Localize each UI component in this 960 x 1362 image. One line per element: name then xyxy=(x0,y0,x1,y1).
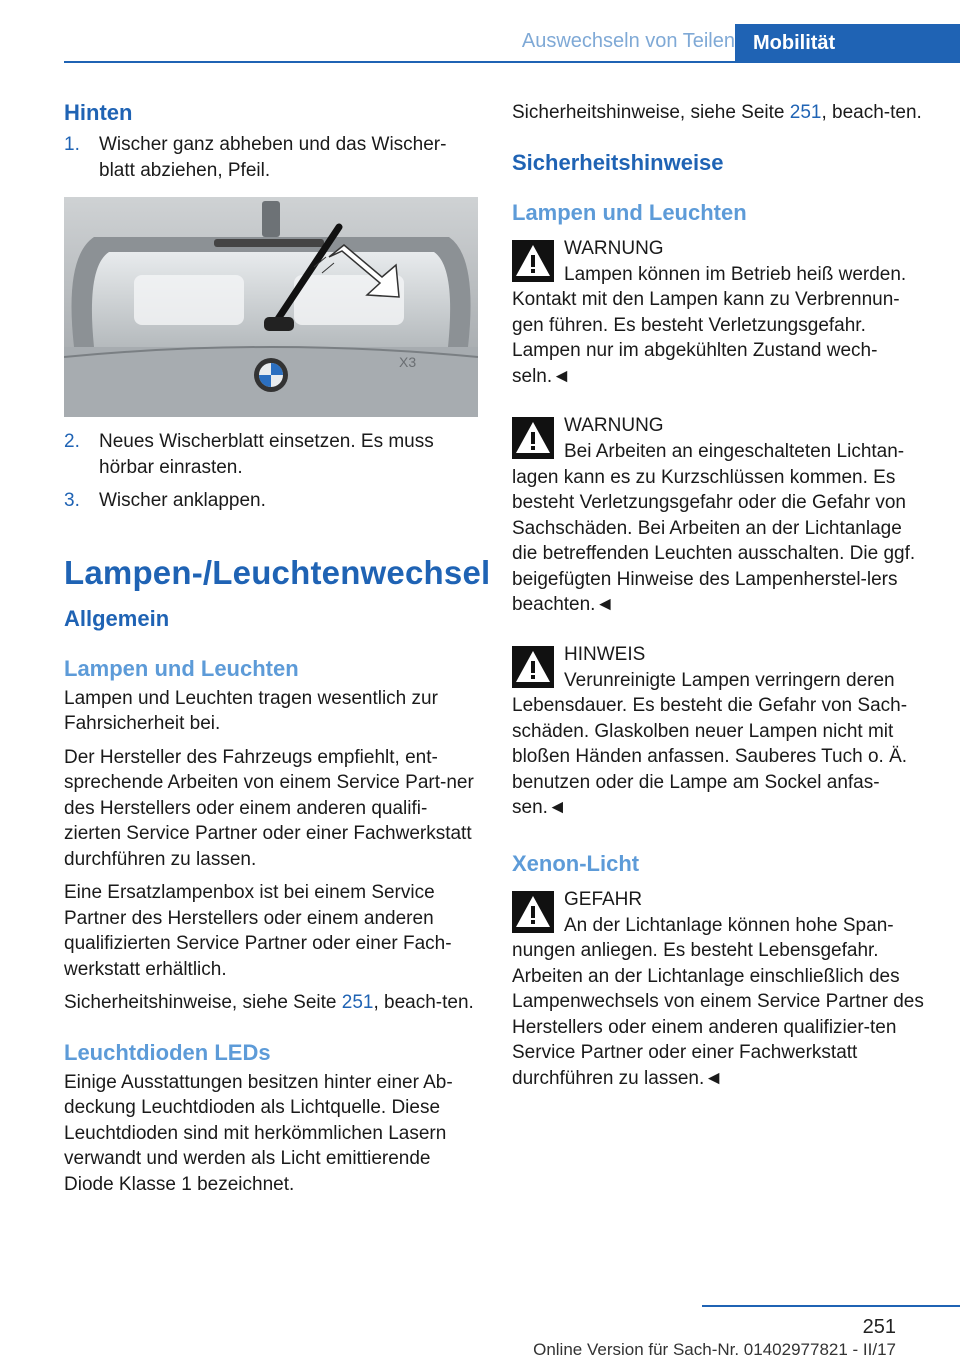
warning-block xyxy=(512,236,926,390)
main-heading: Lampen-/Leuchtenwechsel xyxy=(64,553,491,591)
online-version-note: Online Version für Sach-Nr. 01402977821 - II/17 xyxy=(533,1340,896,1359)
header-rule xyxy=(64,61,960,63)
page-header xyxy=(64,0,960,62)
warning-triangle-icon xyxy=(512,646,554,688)
page-link[interactable]: 251 xyxy=(341,992,374,1013)
heading-allgemein: Allgemein xyxy=(64,605,170,631)
notice-text xyxy=(512,668,926,821)
danger-triangle-icon xyxy=(512,891,554,933)
warning-keyword: WARNUNG xyxy=(564,415,664,436)
paragraph: Lampen und Leuchten tragen wesentlich zur Fahrsicherheit bei. xyxy=(64,687,438,734)
heading-xenon: Xenon-Licht xyxy=(512,850,640,876)
rear-wiper-photo xyxy=(64,197,478,417)
paragraph: Eine Ersatzlampenbox ist bei einem Service Partner des Herstellers oder einem anderen qualifizierten Service Partner oder einer Fach-werkstatt erhältlich. xyxy=(64,882,452,980)
step-text: Neues Wischerblatt einsetzen. Es muss hörbar einrasten. xyxy=(99,431,434,478)
step-item xyxy=(64,488,478,514)
section-title: Auswechseln von Teilen xyxy=(521,30,735,52)
step-number: 1. xyxy=(64,134,80,155)
heading-lampen: Lampen und Leuchten xyxy=(512,199,747,225)
text-run: , beach-ten. xyxy=(821,102,922,123)
heading-led: Leuchtdioden LEDs xyxy=(64,1039,271,1065)
warning-first-line: Lampen können im Betrieb heiß werden. xyxy=(564,263,907,285)
heading-hinten: Hinten xyxy=(64,100,133,125)
paragraph: Einige Ausstattungen besitzen hinter einer Ab-deckung Leuchtdioden als Lichtquelle. Diese Leuchtdioden sind mit herkömmlichen Lasern verwandt und werden als Licht emittierende Diode Klasse 1 bezeichnet. xyxy=(64,1071,453,1195)
paragraph: Der Hersteller des Fahrzeugs empfiehlt, ent-sprechende Arbeiten von einem Service Part-ner des Herstellers oder einem anderen qualifi-zierten Service Partner oder einer Fachwerkstatt durchführen zu lassen. xyxy=(64,746,474,870)
page-number: 251 xyxy=(862,1316,896,1338)
danger-keyword: GEFAHR xyxy=(564,888,643,910)
right-column xyxy=(512,100,926,1091)
footer-rule xyxy=(702,1305,960,1307)
page-link[interactable]: 251 xyxy=(789,102,822,123)
notice-block xyxy=(512,642,926,821)
text-run: Sicherheitshinweise, siehe Seite xyxy=(64,992,342,1013)
warning-rest: Kontakt mit den Lampen kann zu Verbrennun-gen führen. Es besteht Verletzungsgefahr. Lampen nur im abgekühlten Zustand wech-seln.◄ xyxy=(512,289,900,387)
notice-first-line: Verunreinigte Lampen verringern deren xyxy=(564,669,895,691)
notice-rest: Lebensdauer. Es besteht die Gefahr von Sach-schäden. Glaskolben neuer Lampen nicht mit bloßen Händen anfassen. Sauberes Tuch o. Ä. benutzen oder die Lampe am Sockel anfas-sen.◄ xyxy=(512,695,908,818)
steps-list-a xyxy=(64,132,478,183)
warning-text xyxy=(512,262,926,390)
steps-list-b xyxy=(64,429,478,514)
danger-rest: nungen anliegen. Es besteht Lebensgefahr. Arbeiten an der Lichtanlage einschließlich des Lampenwechsels von einem Service Partner des Herstellers oder einem anderen qualifizier-ten Service Partner oder einer Fachwerkstatt durchführen zu lassen.◄ xyxy=(512,940,924,1089)
danger-block xyxy=(512,887,926,1092)
step-item xyxy=(64,132,478,183)
text-run: , beach-ten. xyxy=(373,992,474,1013)
paragraph xyxy=(512,100,926,126)
svg-text:X3: X3 xyxy=(399,354,417,370)
step-text: Wischer anklappen. xyxy=(99,490,266,511)
heading-safety: Sicherheitshinweise xyxy=(512,149,724,175)
step-number: 3. xyxy=(64,490,80,511)
left-column xyxy=(64,100,491,1197)
warning-triangle-icon xyxy=(512,240,554,282)
chapter-tab: Mobilität xyxy=(735,24,960,62)
heading-lampen: Lampen und Leuchten xyxy=(64,655,299,681)
step-item xyxy=(64,429,478,480)
step-text: Wischer ganz abheben und das Wischer-blatt abziehen, Pfeil. xyxy=(99,134,447,181)
warning-first-line: Bei Arbeiten an eingeschalteten Lichtan- xyxy=(564,441,905,462)
step-number: 2. xyxy=(64,431,80,452)
warning-keyword: WARNUNG xyxy=(564,237,664,259)
paragraph xyxy=(64,990,478,1016)
notice-keyword: HINWEIS xyxy=(564,643,646,665)
danger-first-line: An der Lichtanlage können hohe Span- xyxy=(564,914,894,936)
warning-triangle-icon xyxy=(512,417,554,459)
warning-text xyxy=(512,439,926,618)
warning-block xyxy=(512,413,926,618)
text-run: Sicherheitshinweise, siehe Seite xyxy=(512,102,790,123)
warning-rest: lagen kann es zu Kurzschlüssen kommen. Es besteht Verletzungsgefahr oder die Gefahr von Sachschäden. Bei Arbeiten an der Lichtanlage die betreffenden Leuchten ausschalten. Die ggf. beigefügten Hinweise des Lampenherstel-lers beachten.◄ xyxy=(512,466,916,615)
danger-text xyxy=(512,913,926,1092)
